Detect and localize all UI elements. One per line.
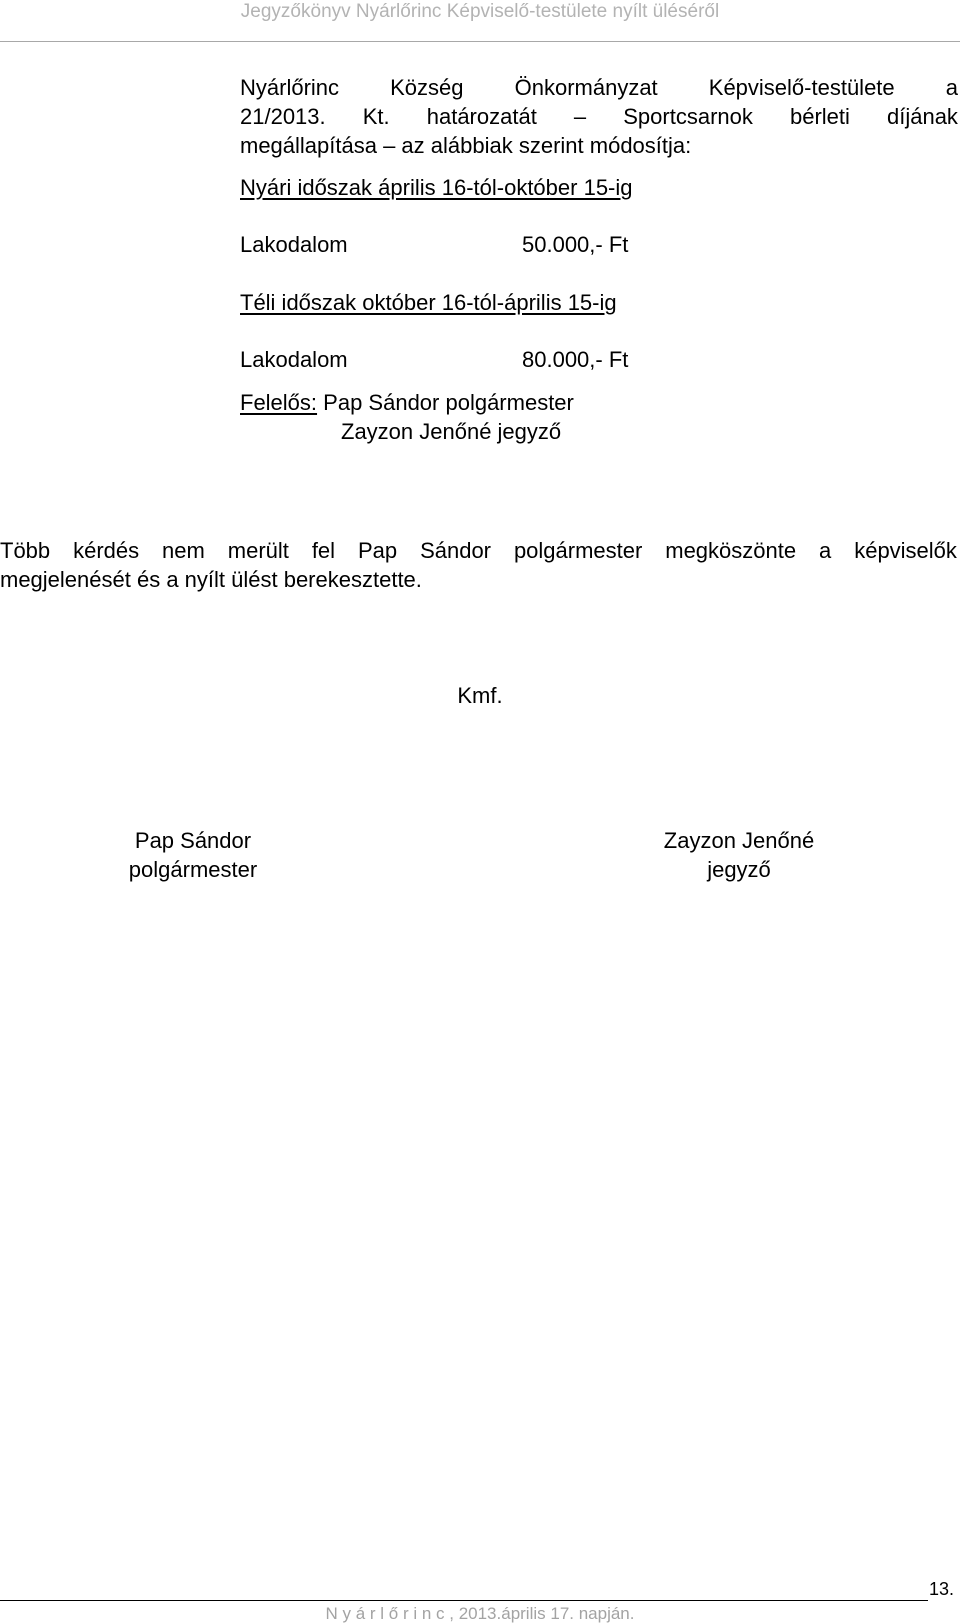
winter-period-heading: Téli időszak október 16-tól-április 15-ig — [240, 290, 617, 315]
resolution-word: a — [945, 75, 958, 100]
signature-left-title: polgármester — [128, 857, 258, 882]
closing-word: képviselők — [854, 538, 957, 563]
closing-line-2: megjelenését és a nyílt ülést berekesztette. — [0, 567, 422, 592]
resolution-word: Nyárlőrinc — [240, 75, 340, 100]
page-number: 13. — [929, 1579, 955, 1599]
winter-item-label: Lakodalom — [240, 347, 348, 372]
closing-word: megköszönte — [665, 538, 797, 563]
closing-word: a — [819, 538, 832, 563]
resolution-word: Önkormányzat — [514, 75, 658, 100]
footer-place-date: N y á r l ő r i n c , 2013.április 17. napján. — [325, 1604, 635, 1623]
closing-word: Pap — [357, 538, 398, 563]
resolution-word: 21/2013. — [240, 104, 326, 129]
summer-item-label: Lakodalom — [240, 232, 348, 257]
closing-word: fel — [311, 538, 336, 563]
signature-right-name: Zayzon Jenőné — [663, 828, 815, 853]
responsible-person-1: Pap Sándor polgármester — [323, 390, 574, 415]
resolution-word: határozatát — [426, 104, 537, 129]
summer-period-heading: Nyári időszak április 16-tól-október 15-ig — [240, 175, 633, 200]
closing-word: nem — [162, 538, 205, 563]
responsible-label: Felelős: — [240, 390, 318, 415]
page-header-title: Jegyzőkönyv Nyárlőrinc Képviselő-testülete nyílt üléséről — [240, 1, 720, 22]
resolution-word: Község — [390, 75, 464, 100]
resolution-word: bérleti — [789, 104, 850, 129]
resolution-line-3: megállapítása – az alábbiak szerint módosítja: — [240, 133, 692, 158]
closing-word: Több — [0, 538, 51, 563]
resolution-line-1 — [240, 73, 958, 102]
closing-word: kérdés — [73, 538, 140, 563]
closing-word: merült — [227, 538, 289, 563]
resolution-word: Kt. — [362, 104, 390, 129]
responsible-person-2: Zayzon Jenőné jegyző — [341, 419, 562, 444]
responsible-line — [240, 388, 574, 417]
signature-left-name: Pap Sándor — [134, 828, 252, 853]
resolution-word: Sportcsarnok — [623, 104, 753, 129]
summer-item-price: 50.000,- Ft — [522, 232, 629, 257]
resolution-word: Képviselő-testülete — [708, 75, 895, 100]
closing-word: Sándor — [420, 538, 492, 563]
kmf-label: Kmf. — [457, 683, 503, 708]
signature-right-title: jegyző — [707, 857, 771, 882]
resolution-word: – — [573, 104, 587, 129]
winter-item-price: 80.000,- Ft — [522, 347, 629, 372]
resolution-line-2 — [240, 102, 958, 131]
resolution-block — [240, 73, 958, 160]
resolution-word: díjának — [886, 104, 958, 129]
closing-line-1 — [0, 536, 957, 565]
closing-paragraph — [0, 536, 957, 594]
header-divider — [0, 41, 960, 42]
footer-divider — [0, 1600, 928, 1601]
closing-word: polgármester — [513, 538, 643, 563]
